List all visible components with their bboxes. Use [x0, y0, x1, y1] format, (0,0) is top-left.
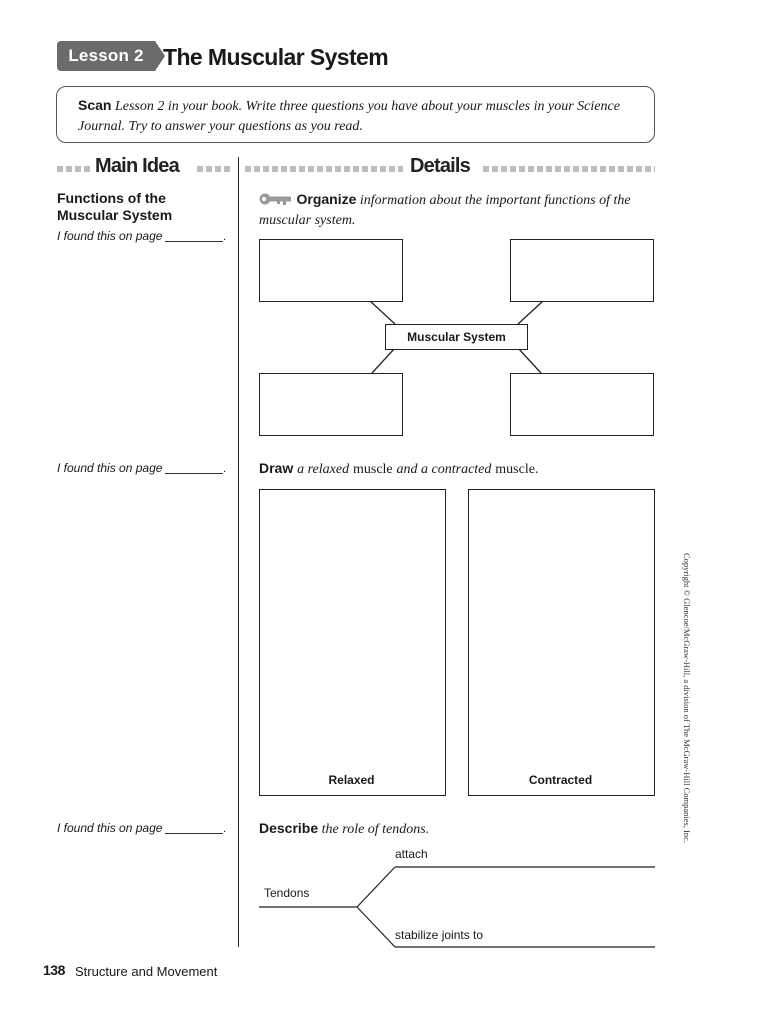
function-box-top-right[interactable] — [510, 239, 654, 302]
attach-answer-line[interactable] — [470, 850, 655, 866]
draw-text-3: and a contracted — [396, 462, 492, 477]
contracted-drawing-box[interactable] — [468, 489, 655, 796]
details-heading: Details — [410, 155, 470, 177]
found-on-page-1: I found this on page . — [57, 229, 227, 243]
draw-text-4: muscle. — [495, 462, 539, 477]
draw-text-1: a relaxed — [297, 462, 350, 477]
found-on-page-2: I found this on page . — [57, 461, 227, 475]
function-box-top-left[interactable] — [259, 239, 403, 302]
describe-instructions — [259, 818, 659, 840]
found-label: I found this on page — [57, 821, 163, 835]
page-blank-2[interactable] — [165, 473, 223, 474]
page-number: 138 — [43, 962, 65, 978]
tendons-label: Tendons — [264, 886, 310, 900]
main-idea-title: Functions of the Muscular System — [57, 190, 173, 223]
organize-text: information about the important functions of the muscular system. — [259, 193, 631, 228]
main-idea-heading: Main Idea — [95, 155, 179, 177]
scan-keyword: Scan — [78, 97, 112, 113]
muscular-system-box: Muscular System — [385, 324, 528, 350]
found-on-page-3: I found this on page . — [57, 821, 227, 835]
function-box-bottom-left[interactable] — [259, 373, 403, 436]
organize-keyword: Organize — [296, 191, 357, 207]
found-label: I found this on page — [57, 461, 163, 475]
footer-chapter: Structure and Movement — [75, 964, 218, 979]
page-title: The Muscular System — [163, 44, 389, 70]
draw-text-2: muscle — [352, 462, 393, 477]
scan-text: Lesson 2 in your book. Write three questions you have about your muscles in your Science Journal. Try to answer your questions as you read. — [78, 99, 620, 134]
stabilize-answer-line[interactable] — [505, 930, 655, 946]
function-box-bottom-right[interactable] — [510, 373, 654, 436]
relaxed-drawing-box[interactable] — [259, 489, 446, 796]
attach-label: attach — [395, 847, 428, 861]
draw-instructions — [259, 458, 659, 480]
draw-keyword: Draw — [259, 460, 294, 476]
describe-keyword: Describe — [259, 820, 319, 836]
copyright-notice: Copyright © Glencoe/McGraw-Hill, a division of The McGraw-Hill Companies, Inc. — [682, 553, 692, 844]
relaxed-label: Relaxed — [328, 773, 375, 787]
stabilize-label: stabilize joints to — [395, 928, 484, 942]
lesson-badge: Lesson 2 — [57, 41, 155, 71]
page-blank-3[interactable] — [165, 833, 223, 834]
found-label: I found this on page — [57, 229, 163, 243]
contracted-label: Contracted — [528, 773, 593, 787]
describe-text: the role of tendons. — [321, 822, 430, 837]
